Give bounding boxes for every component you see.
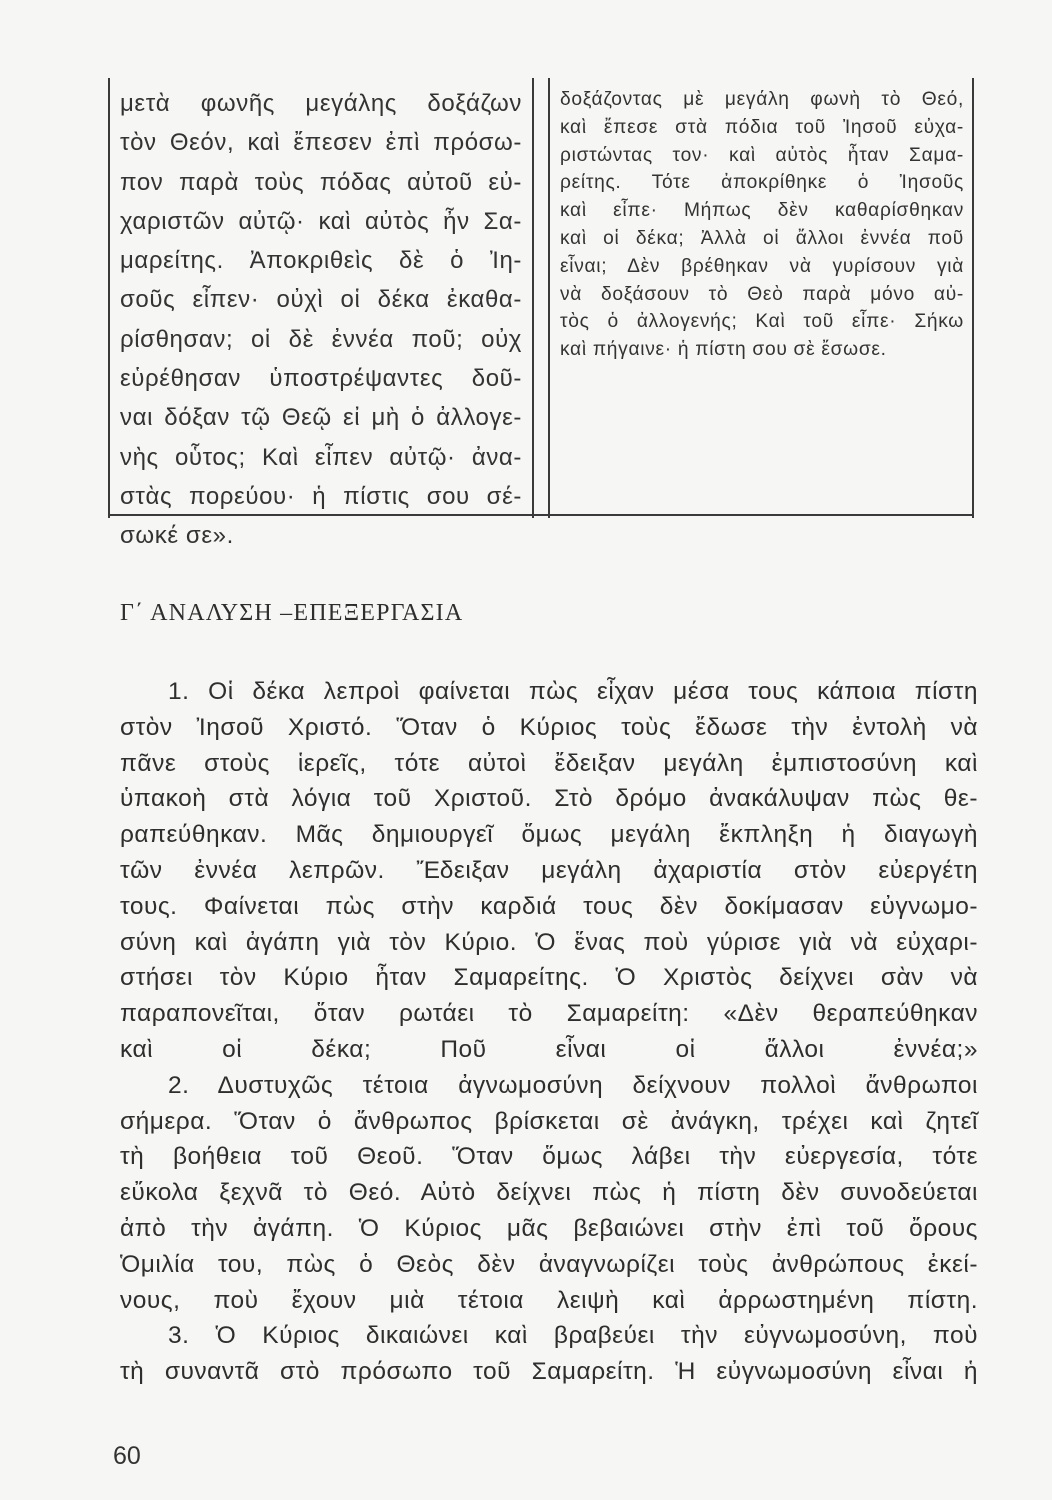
right-line: τὸς ὁ ἀλλογενής; Καὶ τοῦ εἶπε· Σήκω	[560, 311, 964, 333]
left-line: μαρείτης. Ἀποκριθεὶς δὲ ὁ Ἰη-	[120, 247, 522, 275]
left-line: σωκέ σε».	[120, 522, 234, 550]
body-line: 1. Οἱ δέκα λεπροὶ φαίνεται πὼς εἶχαν μέσα τους κάποια πίστη	[168, 678, 978, 705]
left-line: τὸν Θεόν, καὶ ἔπεσεν ἐπὶ πρόσω-	[120, 129, 522, 157]
right-line: νὰ δοξάσουν τὸ Θεὸ παρὰ μόνο αὐ-	[560, 283, 964, 305]
body-line: τους. Φαίνεται πὼς στὴν καρδιά τους δὲν δοκίμασαν εὐγνωμο-	[120, 892, 978, 920]
left-line: στὰς πορεύου· ἡ πίστις σου σέ-	[120, 482, 522, 510]
body-line: ἀπὸ τὴν ἀγάπη. Ὁ Κύριος μᾶς βεβαιώνει στὴν ἐπὶ τοῦ ὄρους	[120, 1214, 978, 1242]
body-line: παραπονεῖται, ὅταν ρωτάει τὸ Σαμαρείτη: «Δὲν θεραπεύθηκαν	[120, 1000, 978, 1028]
body-line: Ὁμιλία του, πὼς ὁ Θεὸς δὲν ἀναγνωρίζει τοὺς ἀνθρώπους ἐκεί-	[120, 1250, 978, 1278]
left-line: νὴς οὗτος; Καὶ εἶπεν αὐτῷ· ἀνα-	[120, 443, 522, 471]
body-line: τῶν ἐννέα λεπρῶν. Ἔδειξαν μεγάλη ἀχαριστία στὸν εὐεργέτη	[120, 856, 978, 884]
section-heading: Γ΄ ΑΝΑΛΥΣΗ –ΕΠΕΞΕΡΓΑΣΙΑ	[120, 600, 464, 626]
body-line: ὑπακοὴ στὰ λόγια τοῦ Χριστοῦ. Στὸ δρόμο ἀνακάλυψαν πὼς θε-	[120, 785, 978, 813]
body-line: εὔκολα ξεχνᾶ τὸ Θεό. Αὐτὸ δείχνει πὼς ἡ πίστη δὲν συνοδεύεται	[120, 1179, 978, 1207]
right-line: καὶ πήγαινε· ἡ πίστη σου σὲ ἔσωσε.	[560, 339, 887, 361]
right-line: δοξάζοντας μὲ μεγάλη φωνὴ τὸ Θεό,	[560, 89, 964, 110]
left-line: ρίσθησαν; οἱ δὲ ἐννέα ποῦ; οὐχ	[120, 325, 522, 353]
body-line: στὸν Ἰησοῦ Χριστό. Ὅταν ὁ Κύριος τοὺς ἔδωσε τὴν ἐντολὴ νὰ	[120, 713, 978, 741]
left-line: σοῦς εἶπεν· οὐχὶ οἱ δέκα ἐκαθα-	[120, 286, 522, 314]
left-line: πον παρὰ τοὺς πόδας αὐτοῦ εὐ-	[120, 168, 522, 196]
right-line: καὶ ἔπεσε στὰ πόδια τοῦ Ἰησοῦ εὐχα-	[560, 116, 964, 138]
right-line: ριστώντας τον· καὶ αὐτὸς ἦταν Σαμα-	[560, 144, 964, 166]
body-line: 3. Ὁ Κύριος δικαιώνει καὶ βραβεύει τὴν εὐγνωμοσύνη, ποὺ	[168, 1322, 978, 1350]
right-border	[972, 78, 974, 518]
left-line: μετὰ φωνῆς μεγάλης δοξάζων	[120, 90, 522, 117]
body-line: τὴ βοήθεια τοῦ Θεοῦ. Ὅταν ὅμως λάβει τὴν εὐεργεσία, τότε	[120, 1143, 978, 1171]
body-line: νους, ποὺ ἔχουν μιὰ τέτοια λειψὴ καὶ ἀρρωστημένη πίστη.	[120, 1286, 978, 1314]
body-line: σύνη καὶ ἀγάπη γιὰ τὸν Κύριο. Ὁ ἕνας ποὺ γύρισε γιὰ νὰ εὐχαρι-	[120, 928, 978, 956]
body-line: στήσει τὸν Κύριο ἦταν Σαμαρείτης. Ὁ Χριστὸς δείχνει σὰν νὰ	[120, 964, 978, 992]
middle-divider-left	[532, 78, 534, 518]
ancient-greek-column	[120, 84, 522, 556]
middle-divider-right	[548, 78, 550, 518]
body-line: ραπεύθηκαν. Μᾶς δημιουργεῖ ὅμως μεγάλη ἔκπληξη ἡ διαγωγὴ	[120, 821, 978, 849]
body-line: πᾶνε στοὺς ἱερεῖς, τότε αὐτοὶ ἔδειξαν μεγάλη ἐμπιστοσύνη καὶ	[120, 749, 978, 777]
body-line: τὴ συναντᾶ στὸ πρόσωπο τοῦ Σαμαρείτη. Ἡ εὐγνωμοσύνη εἶναι ἡ	[120, 1358, 978, 1386]
right-line: καὶ εἶπε· Μήπως δὲν καθαρίσθηκαν	[560, 200, 964, 222]
right-line: ρείτης. Τότε ἀποκρίθηκε ὁ Ἰησοῦς	[560, 172, 964, 194]
parallel-text-table	[108, 78, 976, 550]
body-line: 2. Δυστυχῶς τέτοια ἀγνωμοσύνη δείχνουν πολλοὶ ἄνθρωποι	[168, 1071, 978, 1099]
body-line: καὶ οἱ δέκα; Ποῦ εἶναι οἱ ἄλλοι ἐννέα;»	[120, 1035, 978, 1063]
modern-greek-column	[560, 86, 964, 364]
left-border	[108, 78, 110, 518]
left-line: χαριστῶν αὐτῷ· καὶ αὐτὸς ἦν Σα-	[120, 207, 522, 235]
page-number: 60	[113, 1442, 141, 1470]
right-line: εἶναι; Δὲν βρέθηκαν νὰ γυρίσουν γιὰ	[560, 255, 964, 277]
right-line: καὶ οἱ δέκα; Ἀλλὰ οἱ ἄλλοι ἐννέα ποῦ	[560, 227, 964, 249]
left-line: εὑρέθησαν ὑποστρέψαντες δοῦ-	[120, 365, 522, 393]
analysis-body	[120, 674, 978, 1390]
left-line: ναι δόξαν τῷ Θεῷ εἰ μὴ ὁ ἀλλογε-	[120, 404, 522, 432]
body-line: σήμερα. Ὅταν ὁ ἄνθρωπος βρίσκεται σὲ ἀνάγκη, τρέχει καὶ ζητεῖ	[120, 1107, 978, 1135]
